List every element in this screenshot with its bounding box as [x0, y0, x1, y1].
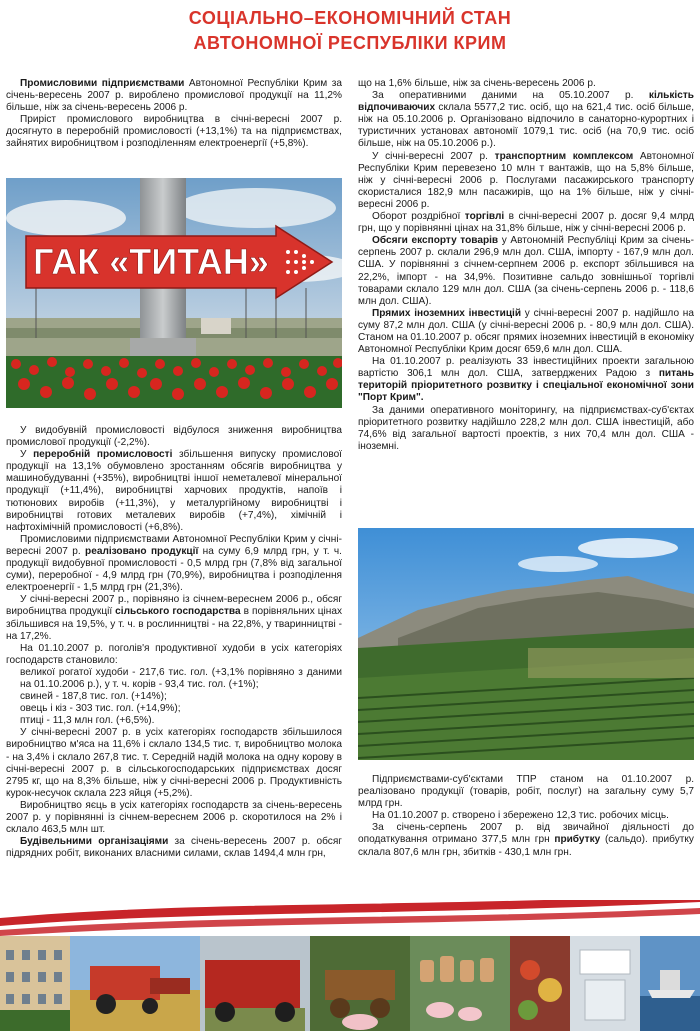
titan-sign-text: ГАК «ТИТАН» [33, 241, 269, 282]
titan-sign-photo [6, 178, 342, 408]
paragraph: Підприємствами-суб'єктами ТПР станом на 01.10.2007 р. реалізовано продукції (товарів, робіт, послуг) на загальну суму 5,7 млрд грн. [358, 774, 694, 810]
paragraph: У січні-вересні 2007 р. в усіх категоріях господарств збільшилося виробництво м'яса на 11,6% і склало 134,5 тис. т, виробництво молока - на 3,4% і склало 267,8 тис. т. Середній надій молока на одну корову в січні-вересні 2007 р. в сільськогосподарських підприємствах досяг 2795 кг, що на 8,3% більше, ніж у січні-вересні 2006 р. Продуктивність курок-несучок склала 223 яйця (+5,2%). [6, 727, 342, 799]
paragraph: У січні-вересні 2007 р. транспортним комплексом Автономної Республіки Крим перевезено 10 млн т вантажів, що на 5,8% більше, ніж у січні-вересні 2006 р. Послугами пасажирського транспорту скористалися 182,9 млн пасажирів, що на 1% більше, ніж у січні-вересні 2006 р. [358, 150, 695, 210]
right-column-top [358, 78, 694, 453]
paragraph: Приріст промислового виробництва в січні-вересні 2007 р. досягнуто в переробній промисловості (+13,1%) та на підприємствах, зайнятих виробництвом і розподіленням електроенергії (+5,8%). [6, 114, 342, 150]
list-item: птиці - 11,3 млн гол. (+6,5%). [20, 715, 155, 727]
paragraph: Промисловими підприємствами Автономної Республіки Крим у січні-вересні 2007 р. реалізовано продукції на суму 6,9 млрд грн, у т. ч. продукції видобувної промисловості - 0,5 млрд грн (7,8% від загальної суми), переробної - 4,9 млрд грн (70,9%), виробництва і розподілення електроенергії - 1,5 млрд грн (21,3%). [6, 533, 342, 594]
paragraph: На 01.10.2007 р. створено і збережено 12,3 тис. робочих місць. [372, 810, 669, 822]
page-title [0, 6, 700, 56]
list-item: свиней - 187,8 тис. гол. (+14%); [20, 691, 167, 703]
title-line-1: СОЦІАЛЬНО–ЕКОНОМІЧНИЙ СТАН [188, 8, 512, 28]
footer-photo-collage [0, 900, 700, 1031]
paragraph: Прямих іноземних інвестицій у січні-вересні 2007 р. надійшло на суму 87,2 млн дол. США (у січні-вересні 2006 р. - 80,9 млн дол. США). Станом на 01.10.2007 р. обсяг прямих іноземних інвестицій в економіку Автономної Республіки Крим досяг 659,6 млн дол. США. [358, 307, 694, 356]
paragraph: На 01.10.2007 р. поголів'я продуктивної худоби в усіх категоріях господарств становило: [6, 642, 342, 666]
vineyard-mountain-photo [358, 528, 694, 760]
title-line-2: АВТОНОМНОЇ РЕСПУБЛІКИ КРИМ [193, 33, 507, 53]
paragraph: Будівельними організаціями за січень-вересень 2007 р. обсяг підрядних робіт, виконаних власними силами, склав 1494,4 млн грн, [6, 836, 342, 860]
paragraph: За оперативними даними на 05.10.2007 р. кількість відпочиваючих склала 5577,2 тис. осіб, що на 621,4 тис. осіб більше, ніж на 05.10.2006 р. Організовано відпочило в санаторно-курортних і туристичних установах автономії 1079,1 тис. осіб (на 70,9 тис. осіб більше, ніж на 05.10.2006 р.). [358, 90, 694, 150]
paragraph: Промисловими підприємствами Автономної Республіки Крим за січень-вересень 2007 р. вироблено промислової продукції на 11,2% більше, ніж за січень-вересень 2006 р. [6, 78, 342, 114]
left-column-top [6, 78, 342, 151]
right-column-bottom [358, 774, 694, 859]
paragraph: що на 1,6% більше, ніж за січень-вересень 2006 р. [358, 78, 596, 89]
paragraph: Оборот роздрібної торгівлі в січні-вересні 2007 р. досяг 9,4 млрд грн, що у порівнянні цінах на 31,8% більше, ніж у січні-вересні 2006 р. [358, 211, 694, 235]
paragraph: За січень-серпень 2007 р. від звичайної діяльності до оподаткування отримано 377,5 млн грн прибутку (сальдо). прибутку склала 807,6 млн грн, збитків - 430,1 млн грн. [358, 822, 694, 858]
paragraph: У переробній промисловості збільшення випуску промислової продукції на 13,1% обумовлено зростанням обсягів виробництва у машинобудуванні (+35%), виробництві іншої неметалевої мінеральної продукції (+11,4%), виробництві харчових продуктів, напоїв і тютюнових виробів (+11,3%), у металургійному виробництві і виробництві готових металевих виробів (+7,4%), хімічній і нафтохімічній промисловості (+6,8%). [6, 449, 342, 533]
list-item: овець і кіз - 303 тис. гол. (+14,9%); [20, 703, 181, 715]
paragraph: За даними оперативного моніторингу, на підприємствах-суб'єктах пріоритетного розвитку надійшло 228,2 млн дол. США інвестицій, або 74,6% від загальної вартості проектів, з них 70,4 млн дол. США - іноземні. [358, 404, 694, 452]
paragraph: У січні-вересні 2007 р., порівняно із січнем-вереснем 2006 р., обсяг виробництва продукції сільського господарства в порівняльних цінах збільшився на 19,5%, у т. ч. в рослинництві - на 22,8%, у тваринництві - на 17,2%. [6, 594, 343, 642]
paragraph: На 01.10.2007 р. реалізують 33 інвестиційних проекти загальною вартістю 306,1 млн дол. США, затверджених Радою з питань територій пріоритетного розвитку і спеціальної економічної зони "Порт Крим". [358, 356, 694, 404]
left-column-bottom [6, 425, 342, 860]
list-item: великої рогатої худоби - 217,6 тис. гол. (+3,1% порівняно з даними на 01.10.2006 р.), у т. ч. корів - 93,4 тис. гол. (+1%); [20, 666, 342, 690]
paragraph: У видобувній промисловості відбулося зниження виробництва промислової продукції (-2,2%). [6, 425, 342, 449]
paragraph: Обсяги експорту товарів у Автономній Республіці Крим за січень-серпень 2007 р. склали 296,9 млн дол. США, імпорту - 167,9 млн дол. США. У порівнянні з січнем-серпнем 2006 р. експорт збільшився на 22,2%, імпорт - на 34,9%. Позитивне сальдо зовнішньої торгівлі товарами склало 129 млн дол. США (за січень-серпень 2006 р. - 118,6 млн дол. США). [358, 235, 694, 307]
paragraph: Виробництво яєць в усіх категоріях господарств за січень-вересень 2007 р. у порівнянні із січнем-вереснем 2006 р. скоротилося на 2% і склало 463,5 млн шт. [6, 799, 342, 836]
